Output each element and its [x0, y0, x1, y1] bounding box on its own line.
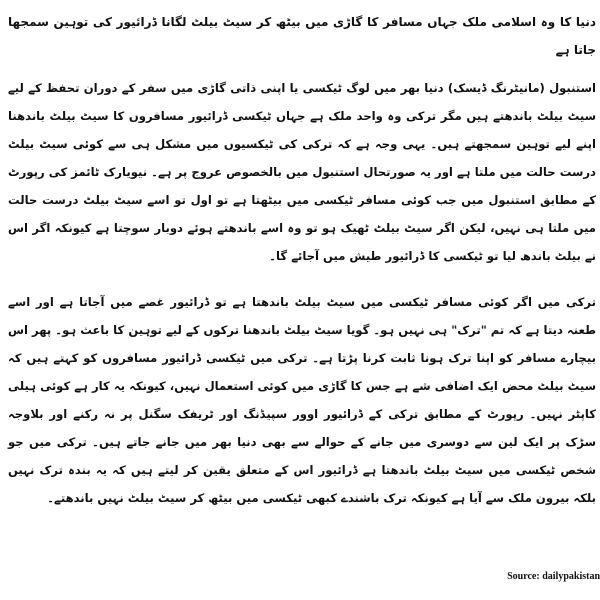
article-paragraph — [8, 288, 596, 512]
source-credit: Source: dailypakistan — [507, 571, 600, 582]
article-paragraph — [8, 74, 596, 270]
paragraph-gap — [8, 278, 596, 288]
article-title: دنیا کا وہ اسلامی ملک جہاں مسافر کا گاڑی میں بیٹھ کر سیٹ بیلٹ لگانا ڈرائیور کی توہین سمجھا جاتا ہے — [8, 15, 596, 57]
paragraph-text: ترکی میں اگر کوئی مسافر ٹیکسی میں سیٹ بیلٹ باندھتا ہے تو ڈرائیور غصے میں آجاتا ہے اور اسے طعنہ دیتا ہے کہ تم "ترک" ہی نہیں ہو۔ گویا سیٹ بیلٹ باندھنا ترکوں کے لیے توہین کا باعث ہو۔ پھر اس بیچارے مسافر کو اپنا ترک ہونا ثابت کرنا پڑتا ہے۔ ترکی میں ٹیکسی ڈرائیور مسافروں کو کہتے ہیں کہ سیٹ بیلٹ محض ایک اضافی شے ہے جس کا گاڑی میں کوئی استعمال نہیں، کیونکہ یہ کار ہے کوئی ہیلی کاپٹر نہیں۔ رپورٹ کے مطابق ترکی کے ڈرائیور اوور سپیڈنگ اور ٹریفک سگنل پر نہ رکنے اور بلاوجہ سڑک پر ایک لین سے دوسری میں جانے کے حوالے سے بھی دنیا بھر میں جانے جاتے ہیں۔ ترکی میں جو شخص ٹیکسی میں سیٹ بیلٹ باندھتا ہے ڈرائیور اس کے متعلق یقین کر لیتے ہیں کہ یہ بندہ ترک نہیں بلکہ بیرون ملک سے آیا ہے کیونکہ ترک باشندے کبھی ٹیکسی میں بیٹھ کر سیٹ بیلٹ نہیں باندھتے۔ — [8, 295, 596, 505]
article — [8, 8, 596, 520]
paragraph-text: استنبول (مانیٹرنگ ڈیسک) دنیا بھر میں لوگ ٹیکسی یا اپنی ذاتی گاڑی میں سفر کے دوران تحفظ کے لیے سیٹ بیلٹ باندھتے ہیں مگر ترکی وہ واحد ملک ہے جہاں ٹیکسی ڈرائیور مسافروں کا سیٹ بیلٹ باندھنا اپنے لیے توہین سمجھتے ہیں۔ یہی وجہ ہے کہ ترکی کی ٹیکسیوں میں مشکل ہی سے کوئی سیٹ بیلٹ درست حالت میں ملتا ہے اور یہ صورتحال استنبول میں بالخصوص عروج پر ہے۔ نیویارک ٹائمز کی رپورٹ کے مطابق استنبول میں جب کوئی مسافر ٹیکسی میں بیٹھتا ہے تو اول تو اسے سیٹ بیلٹ درست حالت میں ملتا ہی نہیں، لیکن اگر سیٹ بیلٹ ٹھیک ہو تو وہ اسے باندھتے ہوئے دوبار سوچتا ہے کیونکہ اگر اس نے بیلٹ باندھ لیا تو ٹیکسی کا ڈرائیور طیش میں آجائے گا۔ — [8, 81, 596, 263]
